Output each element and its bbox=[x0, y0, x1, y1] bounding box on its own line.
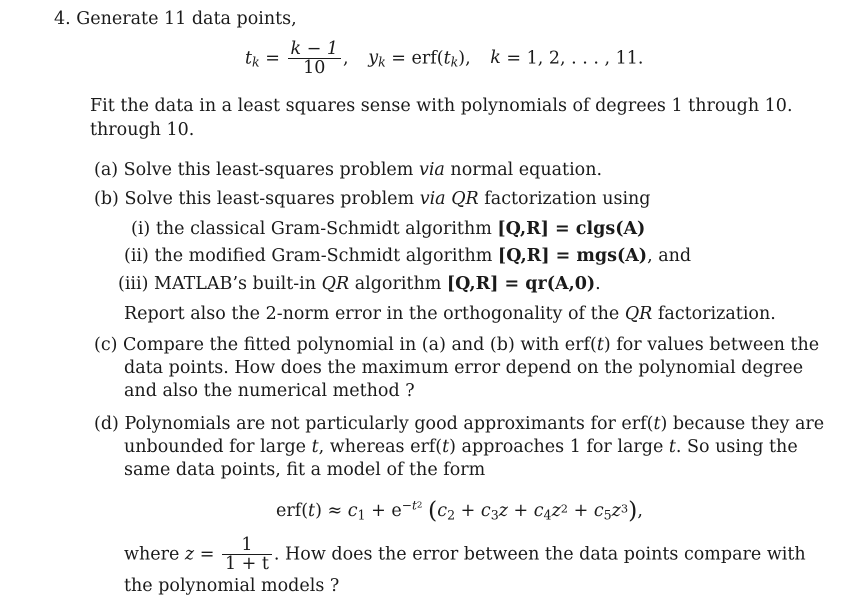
problem-intro: Generate 11 data points, bbox=[76, 9, 297, 29]
problem-number: 4. bbox=[54, 9, 71, 29]
part-c-line-2: data points. How does the maximum error depend on the polynomial degree bbox=[124, 358, 804, 378]
fit-line-2: through 10. bbox=[90, 120, 195, 140]
t-fraction: $\frac{k - 1}{10}$ bbox=[288, 40, 342, 78]
z-fraction: $\frac{1}{1 + t}$ bbox=[222, 536, 272, 574]
problem-header bbox=[54, 9, 297, 29]
part-d-line-2: unbounded for large t, whereas erf(t) approaches 1 for large t. So using the bbox=[124, 437, 798, 457]
part-c-line-3: and also the numerical method ? bbox=[124, 381, 415, 401]
part-b-iii: (iii) MATLAB’s built-in QR algorithm [Q,R] = qr(A,0). bbox=[118, 274, 601, 294]
part-d-label: (d) bbox=[94, 414, 119, 434]
part-c-label: (c) bbox=[94, 335, 118, 355]
part-b: (b) Solve this least-squares problem via QR factorization using bbox=[94, 189, 651, 209]
part-d: (d) Polynomials are not particularly good approximants for erf(t) because they are bbox=[94, 414, 825, 434]
part-b-i: (i) the classical Gram-Schmidt algorithm [Q,R] = clgs(A) bbox=[131, 219, 646, 239]
part-d-line-3: same data points, fit a model of the form bbox=[124, 460, 486, 480]
part-a-label: (a) bbox=[94, 160, 119, 180]
part-b-ii: (ii) the modified Gram-Schmidt algorithm [Q,R] = mgs(A), and bbox=[124, 246, 692, 266]
model-equation: $erf(t) \approx c_1 + e^{-t2}$ $(c_2 + c_3z + c_4z2 + c_5z3)$, bbox=[276, 496, 643, 524]
part-c: (c) Compare the fitted polynomial in (a) and (b) with erf(t) for values between the bbox=[94, 335, 820, 355]
part-a: (a) Solve this least-squares problem via normal equation. bbox=[94, 160, 603, 180]
where-line: where z = $\frac{1}{1 + t}$ . How does the error between the data points compare with bbox=[124, 535, 806, 575]
data-point-equation: $t_k$ = $\frac{k - 1}{10}$ , $y_k = erf(t_k)$, k = 1, 2, . . . , 11. bbox=[245, 39, 644, 79]
part-b-label: (b) bbox=[94, 189, 119, 209]
part-b-report: Report also the 2-norm error in the orthogonality of the QR factorization. bbox=[124, 304, 776, 324]
part-d-last-line: the polynomial models ? bbox=[124, 576, 340, 596]
fit-line-1: Fit the data in a least squares sense with polynomials of degrees 1 through 10. bbox=[90, 96, 793, 116]
